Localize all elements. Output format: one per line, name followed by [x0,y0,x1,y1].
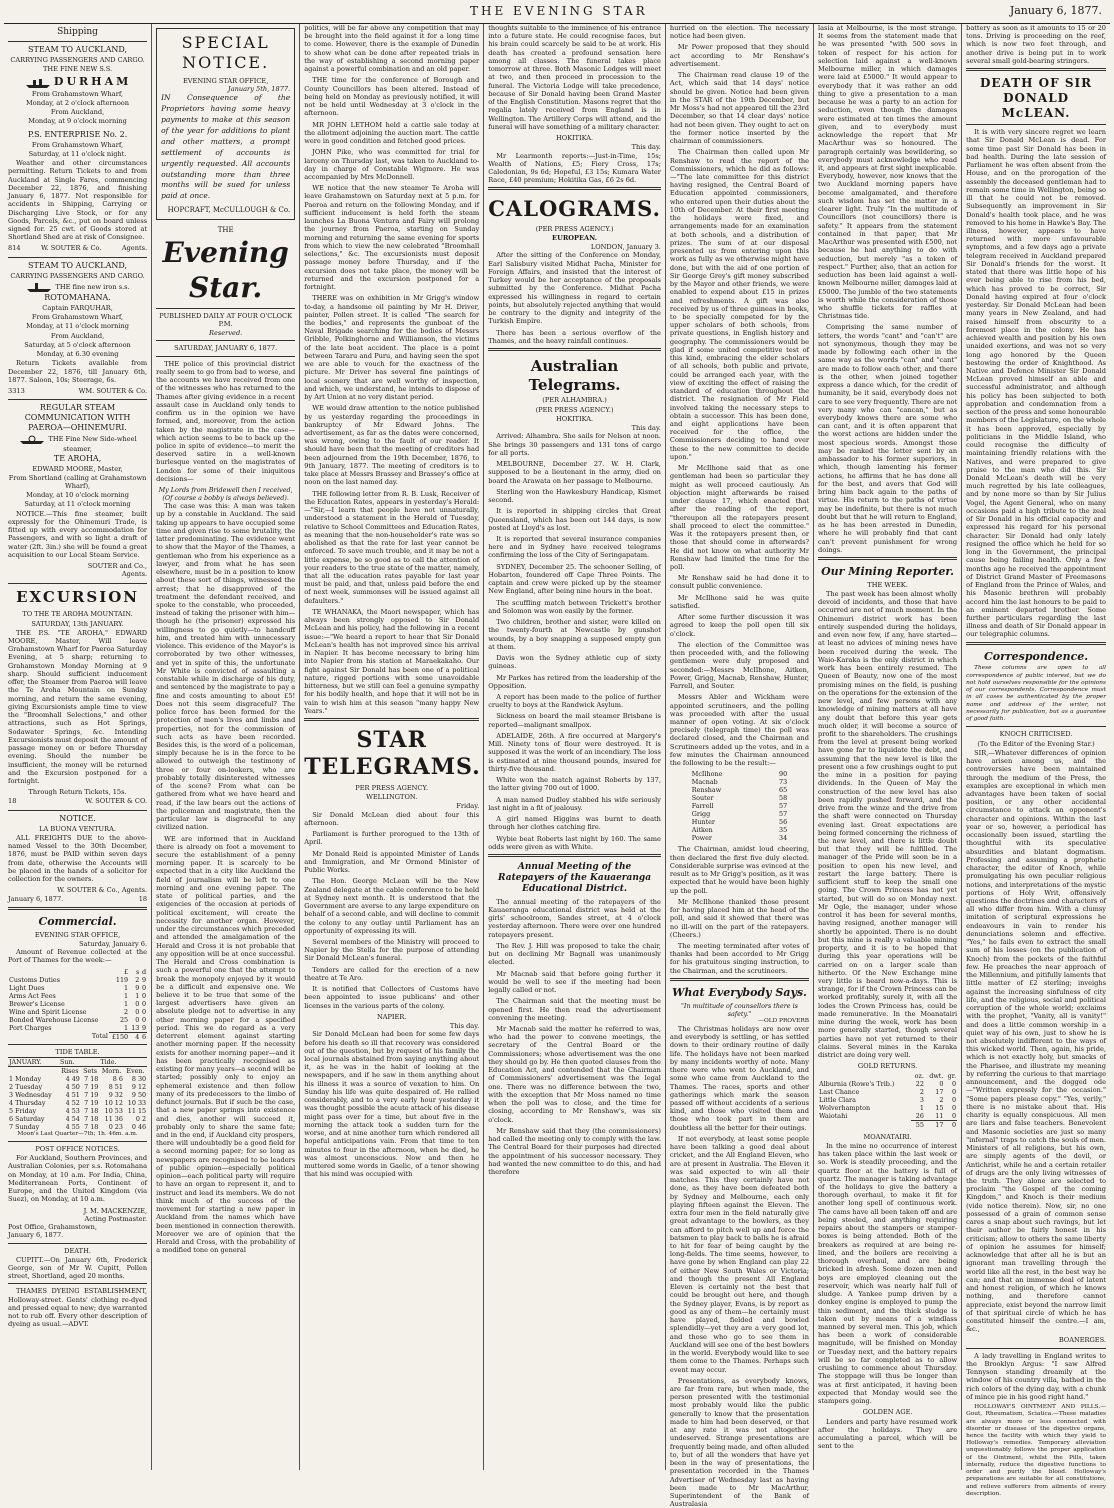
article-paragraph: A lady travelling in England writes to the Brooklyn Argus: "I saw Alfred Tennyson standing dreamily at the window of his country villa, bathed in the rich colors of the dying day, with a chunk of mince pie in his good right hand." [966,1351,1106,1401]
telegram-paragraph: White won the match against Roberts by 137, the latter giving 700 out of 1000. [488,776,661,793]
article-paragraph: Mr Macnab said the matter he referred to was, who had the power to convene meetings, the secretary of the Central Board or the Commissioners; whose advertisement was the one they should go by. He then quoted clauses from the Education Act, and contended that the Chairman of Commissioners' advertisement was the legal one. There was no difference between the two, with the exception that Mr Moss named no time when the poll was to close, and the time for closing, according to Mr Renshaw's, was six o'clock. [488,1025,661,1124]
table-row: Little Clara 3 2 0 [819,1095,957,1104]
unit-header: s [136,967,140,976]
commercial-date: Saturday, January 6. [79,939,148,948]
article-paragraph: THERE was on exhibition in Mr Grigg's window to-day, a handsome oil painting by Mr H. Driver, painter, Pollen street. It is called "The search for the bodies," and represents the gunboat of the Naval Brigade searching for the bodies of Messrs Gribble, Polkinghorne and Williamson, the victims of the late boat accident. The place is a point between Tararu and Puru, and having seen the spot we are able to vouch for the exactness of the picture. Mr Driver has several fine paintings of local scenery that are well worthy of inspection, and which, we understand, he intends to dispose of by Art Union at no very distant period. [304,294,480,402]
telegram-paragraph: Tenders are called for the erection of a new theatre at Te Aro. [304,965,480,982]
article-paragraph: The Chairman read clause 19 of the Act, which said that 14 days' notice should be given. Notice had been given in the STAR of the 19th December, but Mr Moss's had not appeared till the 23rd December, so that 14 clear days' notice had not been given. They ought to act on the former notice inserted by the chairman of commissioners. [669,71,810,146]
mining-subheading: THE WEEK. [867,580,908,589]
table-total-row: Total £150 4 6 [91,1032,147,1041]
masthead [0,0,1114,22]
moon-phase: Moon's Last Quarter—7th; 1h. 46m. a.m. [17,1130,138,1137]
table-row: Hunter 56 [691,818,788,827]
ad-sub: CARRYING PASSENGERS AND CARGO. [10,271,145,280]
article-paragraph: The past week has been almost wholly devoid of incidents, and those that have occurred are not of much moment. In the Ohinemuri district work has been entirely suspended during the holidays, and even now few, if any, have started—at least no advices of mining news have been received during the week. The Waio-Karaka is the only district in which work has been entirely resumed. The Queen of Beauty, now one of the most promising mines on the field, is pushing on the operations for the extension of the new level, and few persons with any knowledge of mining matters at all have any doubt that before this year gets much older, it will become a source of profit to the shareholders. The crushings from the level at present being worked have gone far to liquidate the debt, and assuming that the new level is like the present one a few crushings ought to put the mine in a position for paying dividends. In the Queen of May the construction of the new level has also been rapidly pushed forward, and the drive from the winze and the drive from the shaft were connected on Thursday evening last. Great expectations are being formed concerning the richness of the new level, and there is little doubt but that they will be fulfilled. The manager of the Pride will soon be in a position to open his new level, and restart the large battery. There is sufficient stuff to keep the small one going. The Crown Princess has not yet started, but will do so on Monday next. Mr Ogle, the manager, under whose control it has been for several months, having resigned, another manager will shortly be appointed. There is no doubt but this mine is really a valuable mining property, and it is to be hoped that during this year operations will be carried on on a larger scale than hitherto. Of the New Exchange mine very little is heard now-a-days. This is strange, for if the Crown Princess can be worked profitably, surely it, with all the lodes the Crown Princess has, could be made remunerative. In the Moanatairi mine during the week, work has been more generally started, though several parties have not yet returned to their claims. Several mines in the Karaka district are doing very well. [818,589,958,1060]
ad-intro: THE Fine New Side-wheel steamer, [48,435,137,454]
ad-notice-buona-ventura [8,814,147,903]
tide-table: JANUARY. Sun. Tide. Rises Sets Morn. Even. 1 Monday 4 49 7 18 8 6 8 30 2 Tuesday 4 50 7 19 8 51 9 12 3 Wednesday 4 51 7 19 9 32 9 50 4 Thursday 4 52 7 19 10 12 10 33 5 Friday 4 53 7 18 10 53 11 15 6 Saturday 4 54 7 18 11 36 0 2 7 Sunday 4 55 7 18 0 23 0 46 [9,1057,147,1131]
ad-captain: Captain FARQUHAR, [42,303,113,312]
flag-date: SATURDAY, JANUARY 6, 1877. [174,344,278,353]
editorial-paragraph: The case was this: A man was taken up by a constable in Auckland. The said taking up appears to have occupied some time and given rise to some brutality, the latter predominating. The evidence went to show that the Mayor of the Thames, a gentleman who from his experience as a lawyer, and from what he has seen elsewhere, must be in a position to know about these sort of things, witnessed the arrest; that he disapproved of the treatment the defendant received, and spoke to the constable, who proceeded, instead of taking the prisoner with him—though he (the prisoner) expressed his willingness to go quietly—to handcuff him, and treated him with unnecessary violence. This evidence of the Mayor's is corroborated by two other witnesses, and yet in spite of this, the unfortunate Mr White is convicted of assaulting a constable while in discharge of his duty, and sentenced by the magistrate to pay a fine and costs amounting to about £5! Does not this seem disgraceful? The police force has been formed for the protection of men's lives and limbs and properties, not for the commission of such acts as have been recorded. Besides this, is the word of a policeman, simply because he is in the force to be allowed to outweigh the testimony of three or four on-lookers, who are probably totally disinterested witnesses of the scene? From what can be gathered from what we have heard and read, if the law bears out the actions of the policeman and magistrate, then the particular law is disgraceful to any civilized nation. [156,502,296,832]
column-6 [814,24,962,1470]
article-paragraph: Mr Power proposed that they should act according to Mr Renshaw's advertisement. [669,43,810,68]
table-row: Wine and Spirit License 2 0 0 [9,1007,147,1016]
article-paragraph: After some further discussion it was agreed to keep the poll open till six o'clock. [669,613,810,638]
table-row: Light Dues 1 9 0 [9,983,147,992]
telegram-paragraph: Two children, brother and sister, were killed on the twenty-fourth at Newcastle by gunshot wounds, by a boy snapping a supposed empty gun at them. [488,618,661,651]
column-1 [4,24,152,1470]
ad-sub: CARRYING PASSENGERS AND CARGO. [10,56,145,65]
column-5 [666,24,814,1508]
ad-num: 814 [8,244,21,253]
ad-body: THE P.S. "TE AROHA," EDWARD MOORE, Master, Will leave Grahamstown Wharf for Paeroa Saturday Evening, at 5 sharp; returning to Grahamstown Monday Morning at 9 sharp. Should sufficient inducement offer, the Steamer from Paeroa will leave the Te Aroha Mountain on Sunday morning, and return the same evening, giving Excursionists ample time to view the "Broomhall Selections," and other attractions, such as Hot Springs, Sodawater Springs, &c. Intending Excursionists must deposit the amount of passage money on or before Thursday evening. Should the number be insufficient, the money will be returned and the Excursion postponed for a fortnight. [8,628,148,785]
masthead-title: THE EVENING STAR [470,4,648,18]
ad-sign: WM. SOUTER & Co. [78,387,148,396]
telegram-paragraph: Davis won the Sydney athletic cup of sixty guineas. [488,654,661,671]
commercial-office: EVENING STAR OFFICE, [34,930,121,939]
article-paragraph: Mr Macnab said that before going further it would be well to see if the meeting had been legally called or not. [488,969,661,995]
ad-line: From Grahamstown Wharf, [31,89,124,98]
ad-body: Return Tickets available from December 22, 1876, till January 6th, 1877. Saloon, 10s; Steerage, 6s. [8,359,148,384]
poll-results-table [691,770,788,842]
ad-line: Saturday, at 11 o'clock morning [24,500,131,509]
divider [966,726,1106,727]
ad-date: SATURDAY, 13th JANUARY. [31,619,124,628]
letter-signature: BOANERGES. [1058,1336,1106,1345]
special-notice-office: EVENING STAR OFFICE, [182,77,269,85]
correspondence-heading: Correspondence. [983,649,1089,663]
telegram-paragraph: Mr Donald Reid is appointed Minister of Lands and Immigration, and Mr Ormond Minister of Public Works. [304,849,480,875]
divider [8,810,147,811]
article-paragraph: The Christmas holidays are now over and everybody is settling, or has settled down to their ordinary routine of daily life. The holidays have not been marked by many incidents worthy of note. Many there were who went to Auckland, and some who came from Auckland to the Thames. The races, sports and other gatherings which mark the season passed off without accidents of a serious kind, and those who visited them and those who took part in them are doubtless all the better for their outings. [669,1024,810,1132]
ad-line: Saturday, at 11 o'clock night. [28,149,127,158]
section-commercial: Commercial. [38,914,117,928]
agency-line: (PER ALHAMBRA.) [542,396,607,405]
dateline-place: LONDON, January 3. [590,243,661,252]
ad-line: Monday, at 11 o'clock morning [26,322,129,331]
divider [8,399,147,400]
ad-excursion [8,588,147,806]
article-paragraph: THE following letter from R. B. Lusk, Receiver of the Education Rates, appears in yesterday's Herald:—"Sir,—I learn that people have not unnaturally, understood a statement in the Herald of Tuesday, relative to School Committees and Education Rates, as meaning that the non-householder's rate was so abolished as that the rate for last year cannot be enforced. To save much trouble, and it may be not a little expense, be so good as to call the attention of your readers to the true state of the matter, namely, that all the education rates payable for last year must be paid, and that, unless paid before the end of next week, summonses will be issued against all defaulters." [304,489,480,605]
divider [8,257,147,258]
editorial-paragraph: THE police of this provincial district really seem to go from bad to worse, and the accounts we have received from one of the witnesses who has returned to the Thames after giving evidence in a recent assault case in Auckland only tends to confirm us in the opinion we have formed, and, moreover, from the action taken by the magistrate in the case—which action seems to be to back up the police in spite of evidence—to merit the deserved satire in a well-known burlesque vented on the magistrates of London for some of their iniquitous decisions— [156,359,296,483]
table-row: Aitken 35 [691,826,788,835]
gold-returns-title: GOLD RETURNS. [857,1062,918,1071]
telegram-paragraph: ADELAIDE, 26th. A fire occurred at Margery's Mill. Ninety tons of flour were destroyed. It is supposed it was the work of an incendiary. The loss is estimated at nine thousand pounds, insured for thirty-five thousand. [488,731,661,773]
telegram-paragraph: It is reported that several insurance companies here and in Sydney have received telegrams confirming the loss of the City of Seringapatam. [488,535,661,560]
divider [156,308,295,309]
ad-line: From Auckland, [50,108,105,117]
newspaper-flag [156,226,295,357]
article-paragraph: The annual meeting of the ratepayers of the Kauaeranga educational district was held at the girls' schoolroom, Sandes street, at 4 o'clock yesterday afternoon. There were over one hundred ratepayers present. [488,897,661,939]
table-row: Souter 58 [691,794,788,803]
ad-fare: Through Return Tickets, 15s. [28,788,127,797]
post-date: January 6, 1877. [8,1231,64,1240]
flag-rights: Reserved. [209,329,243,338]
article-paragraph: Mr McIlhone said that as one gentleman had been so particular they might as well proceed cautiously. An objection might afterwards be raised under clause 17, which enacted that after the reading of the report, "thereupon all the ratepayers present shall proceed to elect the committee." Was it the ratepayers present then, or those that should come in afterwards? He did not know on what authority Mr Renshaw had limited the time for the poll. [669,464,810,571]
unit-header: £ [124,967,129,976]
special-notice-date: January 5th, 1877. [228,85,291,94]
article-paragraph: WE notice that the new steamer Te Aroha will leave Grahamstown on Saturday next at 5 p.m. for Paeroa and return on the following Monday, and if sufficient inducement is held forth the steam launches La Buona Ventura and Fairy will prolong the journey from Paeroa, starting on Sunday morning and returning the same evening for sports from which to view the new celebrated "Broomhall selections," &c. The excursionists must deposit passage money before Thursday, and if the excursion does not take place, the money will be returned and the excursion postponed for a fortnight. [304,184,480,292]
ad-agents: Agents. [121,570,148,579]
special-notice-sign: HOPCRAFT, McCULLOUGH & Co. [167,206,291,215]
ship-name: ROTOMAHANA. [44,292,111,302]
telegram-paragraph: Parliament is further prorogued to the 13th of April. [304,830,480,847]
dyeing-ad: THAMES DYEING ESTABLISHMENT, Holloway-street. Gents' clothing re-dyed and pressed equal to new; dye warranted not to rub off. Every other description of dyeing as usual.—ADVT. [8,1287,148,1329]
divider [8,1044,147,1045]
article-paragraph: battery as soon as it amounts to 15 or 20 tons. Driving is proceeding on the reef, which is now two feet through, and another drive is being put in to work several small gold-bearing stringers. [966,24,1106,65]
post-role: Acting Postmaster. [84,1214,148,1223]
dateline-place: HOKITIKA. [555,414,594,423]
correspondence-disclaimer: These columns are open to all correspondence of public interest, but we do not hold ourselves responsible for the opinions of our correspondents. Correspondence must in all cases be authenticated by the proper name and address of the writer, not necessarily for publication, but as a guarantee of good faith. [966,665,1106,723]
article-paragraph: thoughts suitable to the imminence of his entrance into a future state. He could recognise faces, but his brain could scarcely be said to be at work. His death has created a profound sensation here among all classes. The funeral takes place tomorrow at three. Both Masonic Lodges will meet at two, and then proceed in procession to the funeral. The Victoria Lodge will take precedence, because of Sir Donald having been Grand Master of the English Constitution. Masons regret that the regalia lately received from England is in Wellington. The Artillery Corps will attend, and the funeral will have something of a military character. [488,24,661,131]
divider [8,41,147,42]
golden-age-heading: GOLDEN AGE. [862,1408,913,1417]
ad-title: REGULAR STEAM COMMUNICATION WITH PAEROA—OHINEMURI. [24,403,131,433]
article-paragraph: TE WHANAKA, the Maori newspaper, which has always been strongly opposed to Sir Donald McLean and his policy, had the following in a recent issue:—"We heard a report to hear that Sir Donald McLean's health has not improved since his arrival in Napier. It has become necessary to bring him into Napier from his station at Maraekakaho. Our fight against Sir Donald has been one of a political nature, rigged portions with some unavoidable bitterness, but we still can feel a genuine sympathy for his bodily health, and hope that it will not be in vain to wish him at this season "many happy New Years." [304,607,480,715]
ad-date: January 6, 1877. [8,894,64,903]
dateline-place: WELLINGTON. [366,793,418,802]
divider [156,356,295,357]
article-paragraph: It is with very sincere regret we learn that Sir Donald McLean is dead. For some time past Sir Donald has been in bad health. During the late session of Parliament he was often absent from the House, and on the prorogation of the assembly the deceased gentleman had to remain some time in Wellington, being so ill that he could not be removed. Subsequently an improvement in Sir Donald's health took place, and he was removed to his home in Hawke's Bay. The illness, however, appears to have returned with more unfavourable symptoms, and a few days ago a private telegram received in Auckland prepared Sir Donald's friends for the worst. It stated that there was little hope of his ever being able to rise from his bed, which has proved to be correct, Sir Donald having expired at four o'clock yesterday. Sir Donald McLean had been many years in New Zealand, and had raised himself from obscurity to a foremost place in the colony. He has achieved wealth and position by his own unaided exertions, and was not so very long ago honored by the Queen bestowing the order of Knighthood. As Native and Defence Minister Sir Donald McLean proved himself an able and successful administrator, and although his policy has been subjected to both approbation and condemnation from a section of the press and some honourable members of the Legislature, on the whole it has been approved, especially by politicians in the Middle Island, who could recognise the difficulty of maintaining friendly relations with the Natives, and were prepared to give praise to the man who did this. Sir Donald McLean's death will be very much regretted by his late colleagues, and by none more so than by Sir Julius Vogel, the Agent General, who on many occasions paid a high tribute to the zeal of Sir Donald in his official capacity and expressed his regard for his personal character. Sir Donald had only lately resigned the office which he held for so long in the Government, the principal cause being failing health. Only a few months ago he received the appointment of District Grand Master of Freemasons of England from the Prince of Wales, and his Masonic brethren will probably accord him the last honours to be paid to an eminent departed brother. Some further particulars regarding the last illness and death of Sir Donald appear in our telegraphic columns. [966,128,1106,639]
divider [488,348,661,351]
annual-meeting-heading: Annual Meeting of the Ratepayers of the Kauaeranga Educational District. [498,861,652,895]
unit-header: d [142,967,147,976]
agency-line: (PER PRESS AGENCY.) [535,405,614,414]
newspaper-columns [4,24,1110,1508]
telegram-paragraph: The scuffling match between Trickett's brother and Solomon was won easily by the former. [488,598,661,615]
ad-intro: THE fine new iron s.s. [55,282,130,291]
commercial-intro: Amount of Revenue collected at the Port of Thames for the week:— [8,948,148,965]
death-of-mclean-heading: DEATH OF SIR DONALD McLEAN. [980,76,1093,121]
dateline-place: NAPIER. [376,1012,407,1021]
mining-reporter-heading: Our Mining Reporter. [821,565,955,578]
divider [488,187,661,190]
divider [966,68,1106,71]
ad-line: Monday, at 6.30 evening [36,350,119,359]
column-2 [152,24,300,1470]
flag-published: PUBLISHED DAILY AT FOUR O'CLOCK P.M. [159,311,293,328]
ad-title: STEAM TO AUCKLAND, [28,45,128,55]
table-row: Last Chance 2 17 0 [819,1087,957,1096]
ad-line: Monday, at 2 o'clock afternoon [26,98,130,107]
table-row: Alburnia (Rowe's Trib.) 22 0 0 [819,1079,957,1088]
ad-num: 18 [8,797,17,806]
article-paragraph: Lenders and party have resumed work after the holidays. They are accumulating a parcel, which will be sent to the [818,1417,958,1451]
table-row: Renshaw 65 [691,786,788,795]
table-row: Grigg 57 [691,810,788,819]
divider [304,718,479,721]
table-row: Port Charges 1 13 9 [9,1023,147,1032]
telegram-paragraph: Sir Donald McLean had been for some few days before his death so ill that recovery was considered out of the question, but by request of his family the local journals abstained from saying anything about it, as he was in the habit of looking at the newspapers, and if he saw in them anything about his illness it was a source of vexation to him. On Sunday his life was quite despaired of. He rallied considerably, and to a very early hour yesterday it was thought possible the acute attack of his disease might pass over for a time, but about five in the morning the attack took a sudden turn for the worse, and at nine another turn which rendered all hopeful anticipations vain. From that time to ten minutes to four in the afternoon, when he died, he was almost unconscious. Now and then he muttered some words in Gaelic, of a tenor showing that his mind was occupied with [304,1030,480,1179]
table-row: 5 Friday 4 53 7 18 10 53 11 15 [9,1106,147,1115]
ad-num: 18 [138,894,148,903]
divider [8,907,147,910]
column-3 [300,24,484,1470]
special-notice-title: SPECIAL NOTICE. [181,33,270,72]
death-notice-body: CUPITT.—On January 6th, Frederick George, son of Mr W. Cupitt, Pollen street, Shortland, aged 20 months. [8,1255,148,1281]
dateline-day: This day. [631,424,661,433]
ad-line: Monday, at 10 o'clock morning [26,491,129,500]
calograms-heading: CALOGRAMS. [488,196,661,222]
telegram-paragraph: Wybie beat Roberts last night by 160. The same odds were given as with White. [488,834,661,851]
dateline-day: This day. [449,1022,480,1031]
divider [8,1283,147,1284]
ad-title: P.S. ENTERPRISE No. 2. [27,129,128,139]
agency-line: (PER PRESS AGENCY.) [535,224,614,233]
table-row: 7 Sunday 4 55 7 18 0 23 0 46 [9,1122,147,1131]
ad-line: From Grahamstown Wharf, [31,140,124,149]
article-paragraph: Mr Renshaw said he had done it to consult public convenience. [669,574,810,591]
steamship-icon [18,433,46,445]
table-row: Macnab 73 [691,778,788,787]
death-notice-title: DEATH. [64,1246,91,1255]
article-paragraph: The Chairman then called upon Mr Renshaw to read the report of the Commissioners, which he did as follows:—"The late committee for this district having resigned, the Central Board of Education appointed commissioners, who entered upon their duties about the 10th of December. At their first meeting the holidays were fixed, and arrangements made for an examination at both schools, and a distribution of prizes. The sum of at our disposal presented us from entering upon this work as fully as we otherwise might have done, but with the aid of one portion of Sir George Grey's gift money subscribed by the Mayor and other friends, we were enabled to expend about £15 in prizes and refreshments. A gift was also received by us of three guineas in books, to be specially competed for by the upper scholars of both schools, from private questions, in English history and geography. The commissioners would be glad if some united competitive test of this kind, embracing the elder scholars of all schools, both public and private, could be arranged each year, with the view of exciting the effect of raising the standard of education throughout the district. The resignation of Mr Field involved taking the necessary steps to obtain a successor. This has been done, and eight applications have been received for the office, the Commissioners deciding to hand over these to the new committee to decide upon." [669,148,810,461]
table-row: McIlhone 90 [691,770,788,779]
ad-sign: W. SOUTER & CO. [85,797,148,806]
article-paragraph: THE time for the conference of Borough and County Councillors has been altered. Instead of being held on Monday as previously notified, it will not be held until Wednesday at 3 o'clock in the afternoon. [304,76,480,118]
ad-sign: SOUTER and Co., [87,562,148,571]
ad-line: From Grahamstown Wharf, [31,313,124,322]
steamship-icon [24,77,52,89]
telegram-paragraph: A report has been made to the police of further cruelty to boys at the Randwick Asylum. [488,692,661,710]
ad-line: Saturday, at 5 o'clock afternoon [24,340,131,349]
ad-sign: W. SOUTER & Co., Agents. [57,886,148,895]
article-paragraph: Comprising the same number of letters, the words "cant" and "can't" are not synonymous, though they may be made by following each other in the same way as the words "can" and "cant" are made to follow each other, and there is the other, when joined together express a dance which, for the credit of humanity, be it said, everybody does not care to see very frequently. There are not very many who can "cancan," but as everybody knows there are some who can cant, and it is often apparent that the worst actions are hidden under the most specious words. Amongst those may be ranked the letter sent by an ambassador to his former superiors, in which, though lamenting his former actions, he affirms that he has done all for the best, and avers that God will bring him back again to the paths of virtue. His return to the paths of virtue may be indefinite, but there is not much doubt but that he will return to England, as he has been arrested in Dunedin, where he will probably find that cant can't prevent punishment for wrong doings. [818,323,958,554]
post-place: Post Office, Grahamstown, [8,1223,98,1232]
telegram-paragraph: There has been a serious overflow of the Thames, and the heavy rainfall continues. [488,328,661,345]
post-office-body: For Auckland, Southern Provinces, and Australian Colonies, per s.s. Rotomahana on Monday, at 10 a.m. For India, China, Mediterranean Ports, Continent of Europe, and the United Kingdom (via Suez), on Monday, at 10 a.m. [8,1154,148,1204]
australian-telegrams-heading: Australian Telegrams. [528,356,621,394]
column-motto: "In multitude of counsellors there is safety." [680,1001,798,1018]
column-7 [962,24,1110,1497]
steamship-icon [25,281,53,293]
divider [8,583,147,584]
telegram-paragraph: It is reported in shipping circles that Great Queensland, which has been out 144 days, is now posted at Lloyd's as lost. [488,507,661,532]
table-total-row: 55 17 0 [818,1120,957,1129]
article-paragraph: lasia at Melbourne, is the most strange. It seems from the statement made that he was presented "with 500 sovs in token of respect for his action for selection laid against a well-known Melbourne miller, in which damages were laid at £5000." It would appear to everybody that it was rather an odd thing to give a presentation to a man because he was a party to an action for seduction, even though the damages were estimated at ten times the amount given, and to everybody must acknowledge the report that Mr MacArthur was so honoured. The paragraph certainly was bewildering, so everybody must acknowledge who read it, and appears at first sight inexplicable. Everybody, however, now knows that the two Auckland morning papers have become amalgamated, and therefore such wisdom has set the matter in a clearer light. Truly "In the multitude of Councillors (not councillors) there is safety." It appears from the statement contained in that paper, that Mr MacArthur was presented with £500, not because he had anything to do with seduction, but merely "as a token of respect." Further, also, that an action for seduction has been laid against a well-known Melbourne miller, damages laid at £5000. The jumble of the two statements is worth while the consideration of those who shuffle tickets for raffles at Christmas tide. [818,24,958,321]
article-paragraph: If not everybody, at least some people have been talking a good deal about cricket, and the All England Eleven, who are at present in Australia. The Eleven it was said expected to win all their matches. This they certainly have not done, as they have been defeated both by Sydney and Melbourne, each only playing fifteen against the Eleven. The extra four men in the field naturally give great advantage to the bowlers, as they can afford to pitch well up and force the batsmen to play back to balls he is afraid to hit for fear of being caught by the long-fields. The time seems, however, to have gone by when England can play 22 of either New South Wales or Victoria; and though the present All England Eleven is certainly not the best that could be brought out here, and though the Sydney player, Evans, is by report as good as any of them—he certainly must have played, fielded and bowled splendidly—yet they are a very good lot, and those who go to see them in Auckland will see one of the best bowlers in the world. Everybody would like to see them come to the Thames. Perhaps such event may occur. [669,1134,810,1374]
divider [966,124,1106,125]
flag-the: THE [217,225,234,234]
agency-line: PER PRESS AGENCY. [355,783,429,792]
ad-rotomahana [8,261,147,396]
article-paragraph: MR JOHN LETHOM held a cattle sale today at the allotment adjoining the auction mart. The cattle were in good condition and fetched good prices. [304,120,480,146]
ship-name: DURHAM [53,74,132,88]
telegram-paragraph: Arrived: Alhambra. She sails for Nelson at noon. She brings 30 passengers and 131 tons of cargo for all ports. [488,432,661,457]
article-paragraph: WE would draw attention to the notice published by us yesterday regarding the proceedings in bankruptcy of Mr Edward Johns. The advertisement, as far as the dates were concerned, was wrong, owing to the fault of our reader. It should have been that the meeting of creditors had been adjourned from the 19th December, 1876, to 9th January, 1877. The meeting of creditors is to take place at Messrs Brassey and Brassey's office at noon on the last named day. [304,404,480,487]
divider [670,978,809,981]
ad-line: From Auckland, [50,331,105,340]
article-paragraph: Mr Renshaw said that they (the commissioners) had called the meeting only to comply with the law. The Central Board for their purposes had directed the appointment of his successor necessary. They had wanted the new committee to do this, and had therefore [488,1126,661,1176]
article-paragraph: politics, will be far above any competition that may be brought into the field against it for a long time to come. However, there is the example of Dunedin to show what can be done after repeated trials in the way of establishing a second morning paper against a powerful combination and an old paper. [304,24,480,74]
ship-name: LA BUONA VENTURA. [39,824,116,833]
tide-table-title: TIDE TABLE. [55,1047,100,1056]
ad-body: Weather and other circumstances permitting. Return Tickets to and from Auckland at Single Fares, commencing December 22, 1876, and finishing January 6, 1877. Not responsible for accidents in Shipping, Carrying or Discharging Live Stock, or for any Goods, Parcels, &c., put on board unless signed for. 25 cwt. of Goods stored at Shortland Shed are at risk of Consignee. [8,159,148,242]
what-everybody-says-heading: What Everybody Says. [672,985,807,999]
post-office-title: POST OFFICE NOTICES. [35,1144,120,1153]
special-notice-body: IN Consequence of the Proprietors having some heavy payments to make at this season of the year for additions to plant and other matters, a prompt settlement of accounts is urgently requested. All accounts outstanding more than three months will be sued for unless paid at once. [161,93,291,201]
telegram-paragraph: Several members of the Ministry will proceed to Napier by the Stella for the purpose of attending Sir Donald McLean's funeral. [304,937,480,963]
divider [818,557,957,560]
ad-num: 3313 [8,387,25,396]
ad-title: EXCURSION [16,587,139,606]
table-row: 6 Saturday 4 54 7 18 11 36 0 2 [9,1114,147,1123]
table-row: 1 Monday 4 49 7 18 8 6 8 30 [9,1074,147,1083]
motto-source: —OLD PROVERB [758,1017,810,1024]
ad-master: EDWARD MOORE, Master, [32,464,123,473]
article-paragraph: JOHN Pike, who was committed for trial for larceny on Thursday last, was taken to Auckland to-day in charge of Constable Wigmore. He was accompanied by Mrs McDonnell. [304,148,480,181]
article-paragraph: Presentations, as everybody knows, are far from rare, but when made, the person presented with the testimonial most probably would like the public generally to know that the presentation made to him had been deserved, or that at any rate it was not altogether undeserved. Strange presentations are frequently being made, and often alluded to, but of all the wonders that have yet been in the way of presentations, the presentation recorded in the Thames Advertiser of Wednesday last as having been made to Mr MacArthur, Superintendent of the Bank of Australasia [669,1376,810,1508]
letter-address: (To the Editor of the Evening Star.) [977,739,1095,748]
table-row: Farrell 57 [691,802,788,811]
divider [966,642,1106,645]
calograms-subheading: EUROPEAN. [552,233,598,242]
ad-line: Monday, at 9 o'clock morning [28,117,127,126]
masthead-date: January 6, 1877. [1009,4,1102,17]
ad-title: NOTICE. [59,813,96,823]
telegram-paragraph: A man named Dudley stabbed his wife seriously last night in a fit of jealousy. [488,795,661,812]
article-paragraph: In the mine no occurrence of interest has taken place within the last week or so. Work is steadily proceeding, and the quartz floor at the battery is full of quartz. The manager is taking advantage of the holidays to give the battery a thorough overhaul, to make it fit for another long spell of continuous work. The cams have all been taken off and are being steeled, and anything requiring repairs about the stampers or stamper-boxes is being attended. Both of the breakers as required at are being re-lined, and the boilers are receiving a thorough overhaul, and are being bricked in afresh. Some dozen men and boys are employed cleaning out the reservoir, which was nearly half full of sludge. A Yankee pump driven by a donkey engine is employed to pump the thin sediment, and the thick sludge is taken out by means of a windlass manned by several men. This job, which has been a work of considerable magnitude, will be finished on Monday or Tuesday next, and the battery repairs will be so far completed as to allow crushing to commence about Thursday. The stoppage will thus be longer than was at first anticipated, it having been expected that Monday would see the stampers going. [818,1141,958,1406]
ad-body: NOTICE.—This fine steamer, built expressly for the Ohinemuri Trade, is fitted up with every accommodation for Passengers, and with so light a draft of water (2ft. 3in.) she will be found a great acquisition to our Local Steam Service. [8,509,148,559]
ad-te-aroha [8,403,147,578]
telegram-paragraph: After the sitting of the Conference on Monday, Earl Salisbury visited Midhat Pacha, Minister for Foreign Affairs, and insisted that the interest of Turkey would be her acceptance of the proposals submitted by the Conference. Midhat Pacha expressed his willingness in regard to certain points, but absolutely rejected anything that would be contrary to the dignity and integrity of the Turkish Empire. [488,251,661,326]
post-sign: J. M. MACKENZIE, [83,1206,148,1215]
table-row: Wolverhampton 1 15 0 [819,1103,957,1112]
ad-steam-durham [8,45,147,125]
ad-enterprise [8,130,147,253]
telegram-paragraph: Sterling won the Hawkesbury Handicap, Kismet second. [488,487,661,505]
ad-sub: TO THE TE AROHA MOUNTAIN. [22,610,133,619]
section-shipping: Shipping [57,27,98,37]
dateline-day: Friday. [456,802,480,811]
table-row: Customs Duties 119 2 9 [9,975,147,984]
divider [156,340,295,341]
ad-sign: W. SOUTER & Co. [40,244,102,253]
ad-sub2: THE FINE NEW S.S. [42,65,113,74]
article-paragraph: The Chairman said that the meeting must be opened first. He then read the advertisement convening the meeting. [488,997,661,1022]
editorial-paragraph: WE are informed that in Auckland there is already on foot a movement to secure the establishment of a penny morning paper. It is scarcely to be expected that in a city like Auckland the field of journalism will be left to one morning and one evening paper. The state of political parties, and the exigencies of the occasion at periods of political excitement, will create the necessity for another organ. However, under the circumstances which preceded and attended the amalgamation of the Herald and Cross it is not probable that any opposition will be at once successful. The Herald and Cross combination is such a powerful one that the attempt to break the monopoly enjoyed by it would be a difficult and expensive one. We believe it to be true that some of the largest advertisers have given an absolute pledge not to advertise in any other morning paper for a specified period. This we do regard as a very deterrent element against starting another morning paper. If the necessity exists for another morning paper—and it has been practically recognised as existing for many years—a second will be started; possibly only to enjoy an ephemeral existence and then follow many of its predecessors to the limbo of defunct journals. But if such be the case, that a new paper springs into existence and dies, another will succeed it, probably only to share the same fate; and in the end, if Auckland city prospers, there will undoubtedly be a good field for a second morning paper; for so long as newspapers are recognised to be leaders of public opinion—especially political opinion—each political party will require to have an organ to represent it, and to instruct and lead its members. We do not think much of the success of the movement for starting a new paper in Auckland from the names which have been mentioned in connection therewith. Moreover we are of opinion that the Herald and Cross, with the probability of a modified tone on general [156,834,296,1255]
article-paragraph: hurried on the election. The necessary notice had been given. [669,24,810,41]
editorial-quote: My Lords from Bridewell then I received, (Of course a bobby is always believed). [158,486,293,503]
letter-title: KNOCH CRITICISED. [999,730,1073,739]
telegram-paragraph: Sir Donald McLean died about four this afternoon. [304,810,480,827]
ship-name: TE AROHA, [53,453,102,463]
article-paragraph: The election of the Committee was then proceeded with, and the following gentlemen were duly proposed and seconded:—Messrs McIlhone, Aitken, Power, Grigg, Macnab, Renshaw, Hunter, Farrell, and Souter. [669,640,810,691]
table-row: Waiotahi 26 11 0 [819,1111,957,1120]
ad-line: From Shortland (calling at Grahamstown Wharf), [8,473,147,490]
article-paragraph: The meeting terminated after votes of thanks had been accorded to Mr Grigg for his gratuitous singing instruction, to the Chairman, and the scrutineers. [669,941,810,975]
table-row: Power 34 [691,834,788,843]
holloway-ad: HOLLOWAY'S OINTMENT AND PILLS.—Gout, Rheumatism, Sciatica.—These maladies are always more or less connected with disorder or disease of the digestive organs, hence the facility with which they yield to Holloway's remedies. Temporary alleviation unquestionably follows the proper application of the Ointment, whilst the Pills, taken internally, reduce the digestive functions to order and purify the blood. Holloway's preparations are suitable for all constitutions, and relieve sufferers from ailments of every description. [966,1404,1106,1497]
dateline-place: HOKITIKA. [555,134,594,143]
telegram-paragraph: Mr Parkes has retired from the leadership of the Opposition. [488,673,661,690]
telegram-paragraph: Sickness on board the mail steamer Brisbane is reported—malignant smallpox. [488,712,661,729]
table-row: 4 Thursday 4 52 7 19 10 12 10 33 [9,1098,147,1107]
article-paragraph: Mr McIlhone thanked those present for having placed him at the head of the poll, and said it showed that there was no ill-will on the part of the ratepayers. (Cheers.) [669,897,810,939]
flag-name: Evening Star. [162,235,289,304]
table-row: 3 Wednesday 4 51 7 19 9 32 9 50 [9,1090,147,1099]
article-paragraph: Mr McIlhone said he was quite satisfied. [669,593,810,610]
letter-body: SIR,—Whatever differences of opinion have arisen among us, and the controversies have been maintained through the medium of the Press, the examples are exceptional in which men advantages have been taken of social position, or any other accidental circumstance to attack an opponent's character and opinions. Within the last year or so, however, a periodical has occasionally been issued, startling the thoughtful with its speculative absurdities and blatant dogmatism. Professing and assuming a prophetic character, the editor of Knoch, while promulgating his own peculiar religious notions, and interpretations of the mystic portions of Holy Writ, offensively questions the doctrines and characters of all who differ from him. With a clumsy imitation of scriptural expressions he endeavours in vain to render his denunciations solemn and effective. "Yes," he fails even to extract the small sum of his losses (on the publication of Knoch) from the pockets of the faithful few. He preaches the near approach of the Millennium, and pitifully laments that little matter of £2 sterling; inveighs against the increasing sinfulness of city life, and the religious, social and political corruption of the whole world; exclaims with the prophet, "Vanity, all is vanity!" and does a little common worship in a quiet way of his own, just to show he is not absolutely indifferent to the ways of this wicked world. Then, again, his pride, which is not exactly holy, but smacks of the Pharisee, and illustrate my meaning by referring the curious to that marriage announcement, and the dogged ode—"Written expressly for the occasion." "Some papers please copy." "Yes, verily," there is no mistake about that. His charity is equally conspicuous. All men are liars and false teachers. Benevolent and Masonic societies are just so many "infernal" traps to catch the souls of men. Ministers of all religions, but his own, are simply agents of the devil, or Antichrist, while he and a certain retailer of drugs are the only living witnesses of the truth. They alone are selected to proclaim "the Gospel of the coming Kingdom," and Knoch is their medium (vide notice therein). Now, sir, no one possessed of a grain of common sense cares a snap about such ravings, but let their author be fairly honest in his criticism; allow to others the same liberty of opinion he assumes for himself; acknowledge that after all he is but an ignorant man travelling through the world like all the rest, in the best way he can; and that an immense deal of latent and honest religion, of which he knows nothing, and therefore cannot appreciate, exist beyond the narrow limit of that spiritual circle of which he has constituted himself the centre.—I am, &c., [966,748,1106,1334]
telegram-paragraph: The Hon. George McLean will be the New Zealand delegate at the cable conference to be held at Sydney next month. It is understood that the Government are averse to any large expenditure on behalf of a second cable, and will decline to commit the colony to any outlay until Parliament has an opportunity of expressing its will. [304,877,480,935]
divider [488,854,661,857]
article-paragraph: The Chairman, amidst loud cheering, then declared the first five duly elected. Considerable surprise was evinced at the result as to Mr Grigg's position, as it was expected that he would have been highly up the poll. [669,845,810,895]
article-paragraph: Messrs Abler and Wickham were appointed scrutineers, and the polling was proceeded with after the usual manner of open voting. At six o'clock precisely (telegraph time) the poll was declared closed, and the Chairman and Scrutineers added up the votes, and in a few minutes the Chairman announced the following to be the result:— [669,693,810,768]
table-row: Bonded Warehouse License 25 0 0 [9,1015,147,1024]
revenue-table [8,968,147,1041]
ad-body: ALL FREIGHTS DUE to the above-named Vessel to the 30th December, 1876, must be PAID within seven days from date, otherwise the Accounts will be placed in the hands of a solicitor for collection for the owners. [8,833,148,884]
ad-agents: Agents. [121,244,148,253]
dateline-day: This day. [631,143,661,152]
table-row: 2 Tuesday 4 50 7 19 8 51 9 12 [9,1082,147,1091]
telegram-paragraph: SYDNEY, December 25. The schooner Selling, of Hobarton, foundered off Cape Three Points. The captain and crew were picked up by the steamer New England, after being nine hours in the boat. [488,562,661,596]
column-4 [484,24,666,1470]
star-telegrams-heading: STAR TELEGRAMS. [304,726,481,781]
moanatairi-heading: MOANATAIRI. [863,1132,912,1141]
ad-title: STEAM TO AUCKLAND, [28,260,128,270]
divider [966,1348,1106,1349]
telegram-paragraph: It is notified that Collectors of Customs have been appointed to issue publicans' and other licenses in the various parts of the colony. [304,985,480,1010]
telegram-paragraph: Mr Learmonth reports:—Just-in-Time, 15s; Wealth of Nations, £5; Fiery Cross, 17s; Caledonian, 9s 6d; Hopeful, £3 15s; Kumara Water Race, £40 premium; Hokitika Gas, £6 2s 6d. [488,151,661,185]
divider [8,1141,147,1142]
gold-returns-table: oz. dwt. gr. Alburnia (Rowe's Trib.) 22 0 0 Last Chance 2 17 0 Little Clara 3 2 0 Wolverhampton 1 15 0 Waiotahi 26 11 0 55 17 0 [819,1071,957,1129]
table-row: Brewer's License 1 0 0 [9,999,147,1008]
divider [8,1243,147,1244]
article-paragraph: The Rev. J. Hill was proposed to take the chair, but on declining Mr Bagnall was unanimously elected. [488,941,661,967]
telegram-paragraph: MELBOURNE, December 27. W. H. Clark, supposed to be a lieutenant in the army, died on board the Arawata on her passage to Melbourne. [488,460,661,485]
telegram-paragraph: A girl named Higgins was burnt to death through her clothes catching fire. [488,815,661,832]
table-row: Arms Act Fees 1 1 0 [9,991,147,1000]
special-notice [156,28,295,220]
